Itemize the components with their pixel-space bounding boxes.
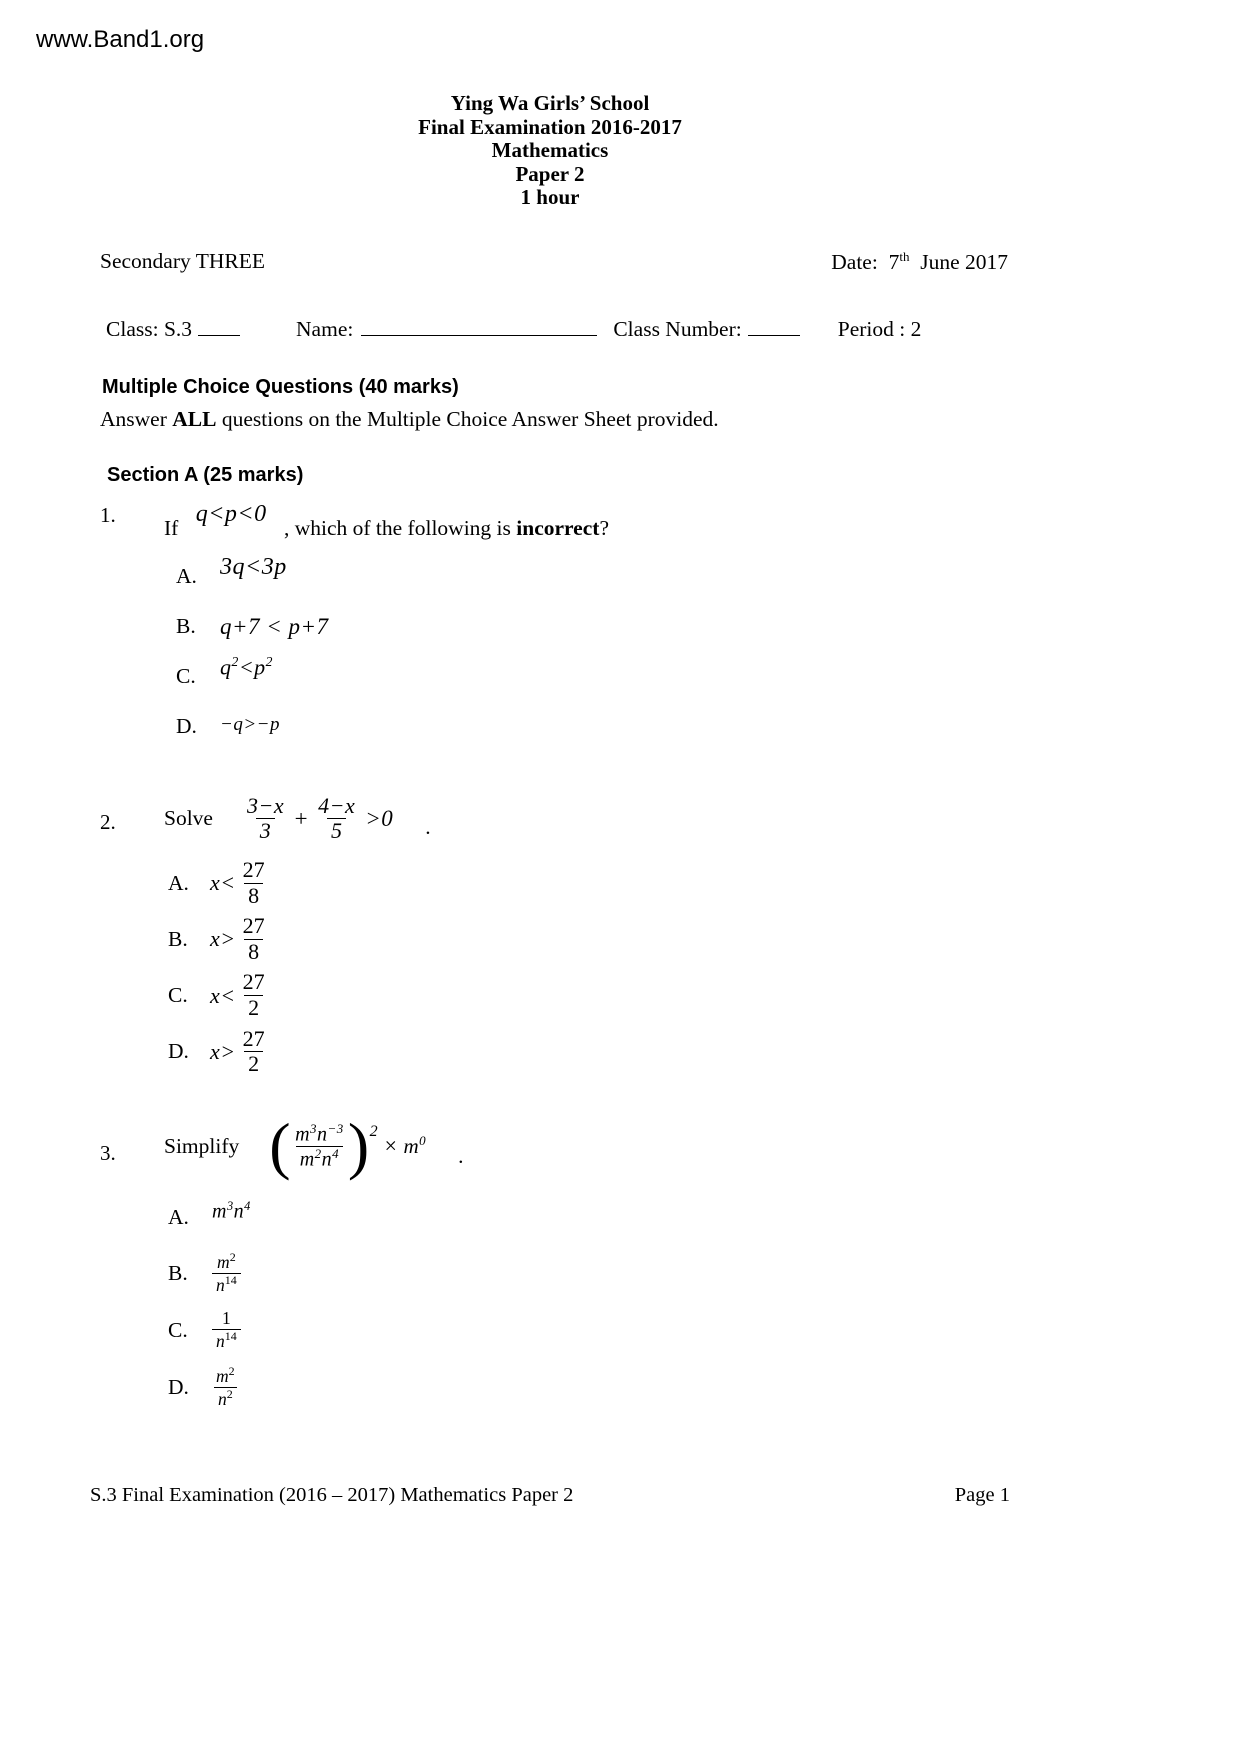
q2-option-c-numerator: 27 [242,969,265,995]
question-3-stem [156,1109,1010,1181]
q2-option-b-denominator: 8 [244,939,263,965]
open-paren: ( [269,1109,292,1181]
q3-period: . [458,1144,464,1169]
q2-option-d-numerator: 27 [242,1025,265,1051]
q3-den-exp-2: 4 [332,1145,340,1161]
q3-option-c-numerator: 1 [222,1308,231,1329]
student-info-row [90,315,1010,342]
q1-c-lhs-exp: 2 [231,653,239,669]
q2-fraction-2-numerator: 4−x [318,792,356,818]
q3-option-b-fraction [212,1251,241,1295]
q3-option-d-label: D. [168,1374,189,1399]
q3-d-num-base: m [216,1365,229,1386]
q1-option-d [176,714,1010,748]
q3-option-a [168,1197,1010,1237]
q2-option-d-label: D. [168,1039,189,1064]
q2-fraction-1-denominator: 3 [256,818,276,844]
exam-title: Final Examination 2016-2017 [418,114,682,139]
q2-option-d-inequality: x> [210,1038,236,1064]
question-3-number: 3. [100,1140,116,1165]
q1-lead: If [164,515,179,540]
q2-fraction-1 [243,794,288,844]
q3-a-base-2: n [233,1200,245,1223]
class-number-blank-line [748,315,800,336]
q3-a-exp-1: 3 [226,1198,234,1213]
q2-option-c-inequality: x< [210,982,236,1008]
subject-title: Mathematics [491,138,609,162]
q1-c-rhs-exp: 2 [265,653,273,669]
q1-option-d-label: D. [176,713,197,738]
mc-instructions-bold: ALL [172,406,217,431]
q2-option-c-fraction [239,970,269,1020]
q2-option-c [168,970,1010,1020]
q3-b-num-exp: 2 [229,1250,236,1265]
q1-condition-formula: q<p<0 [195,500,267,527]
class-number-label: Class Number: [613,316,742,341]
q3-option-a-formula [212,1199,251,1224]
q3-num-exp-2: −3 [327,1120,344,1136]
plus-operator: + [293,805,310,831]
q2-option-d [168,1027,1010,1077]
q3-d-num-exp: 2 [228,1364,235,1379]
q1-stem-end: ? [599,515,609,540]
q3-option-b-numerator [213,1251,240,1272]
mc-instructions-post: questions on the Multiple Choice Answer Sheet provided. [216,406,719,431]
q3-option-d [168,1365,1010,1409]
q3-option-d-denominator [214,1387,237,1409]
page-footer [90,1484,1010,1507]
q2-inequality [243,794,393,844]
q2-lead: Solve [164,806,213,831]
exam-date [831,249,1008,275]
q2-option-a [168,858,1010,908]
q3-b-den-base: n [216,1274,225,1295]
duration: 1 hour [520,185,580,209]
q3-b-den-exp: 14 [224,1272,237,1287]
question-1-body [156,500,1010,764]
q2-option-d-fraction [239,1027,269,1077]
q2-option-a-numerator: 27 [242,856,265,882]
q1-option-a-label: A. [176,563,197,588]
q3-option-c [168,1309,1010,1351]
q2-option-c-denominator: 2 [244,995,263,1021]
q2-fraction-2-denominator: 5 [327,818,347,844]
q3-c-den-base: n [216,1330,225,1351]
q3-option-b [168,1251,1010,1295]
q1-c-relation: < [238,653,255,679]
q3-option-d-fraction [212,1365,239,1409]
mc-instructions [90,407,1010,432]
q3-inner-fraction [291,1122,348,1171]
q2-option-d-denominator: 2 [244,1051,263,1077]
q3-option-b-label: B. [168,1260,188,1285]
q2-period: . [425,814,431,839]
q2-option-b-label: B. [168,926,188,951]
q1-option-b [176,614,1010,648]
q1-stem-bold: incorrect [516,515,600,540]
q3-inner-numerator [291,1122,348,1146]
q1-option-d-formula: −q>−p [220,713,280,735]
q1-stem-mid: , which of the following is [283,515,517,540]
q3-a-base-1: m [212,1200,227,1223]
question-1-stem [156,500,1010,542]
question-1 [90,500,1010,764]
date-ordinal: th [899,248,910,264]
mc-section-title: Multiple Choice Questions (40 marks) [102,375,459,398]
info-row [90,249,1010,275]
q2-option-b-numerator: 27 [242,913,265,939]
q3-a-exp-2: 4 [244,1198,251,1213]
q3-inner-denominator [296,1146,343,1171]
q3-option-c-fraction [212,1309,241,1351]
q3-option-c-denominator [212,1329,241,1351]
q3-den-exp-1: 2 [314,1145,322,1161]
q1-option-c-formula [220,654,273,680]
q3-den-base-2: n [321,1148,333,1171]
close-paren: ) [347,1109,370,1181]
q3-option-b-denominator [212,1273,241,1295]
name-label: Name: [296,316,354,341]
question-2-options [156,858,1010,1077]
q3-lead: Simplify [164,1133,240,1158]
q2-option-b-fraction [239,914,269,964]
q1-option-a-formula: 3q<3p [220,553,287,580]
footer-exam-title: S.3 Final Examination (2016 – 2017) Mathematics Paper 2 [90,1484,574,1506]
q3-num-exp-1: 3 [310,1120,318,1136]
q2-option-a-fraction [239,858,269,908]
q2-option-a-inequality: x< [210,870,236,896]
class-blank-line [198,315,240,336]
q3-expression [269,1109,427,1181]
q2-inequality-tail: >0 [365,805,394,831]
question-1-options [156,553,1010,748]
question-3 [90,1109,1010,1423]
q1-c-lhs-base: q [220,653,232,679]
question-2-body [156,794,1010,1083]
q3-m-term [403,1133,426,1159]
date-day: 7 [888,249,900,274]
question-1-number: 1. [100,502,116,527]
q1-option-b-formula: q+7 < p+7 [220,613,329,639]
watermark: www.Band1.org [36,26,205,53]
date-rest: June 2017 [920,249,1008,274]
q3-b-num-base: m [217,1252,230,1273]
name-blank-line [361,315,597,336]
question-2-number: 2. [100,809,116,834]
section-a-title: Section A (25 marks) [107,463,304,486]
footer-page-number: Page 1 [954,1484,1010,1506]
page-content [90,0,1010,1423]
q2-option-c-label: C. [168,983,188,1008]
q3-option-c-label: C. [168,1317,188,1342]
q1-option-a [176,553,1010,598]
q2-fraction-2 [314,794,359,844]
secondary-level: Secondary THREE [100,248,265,273]
q2-option-a-denominator: 8 [244,883,263,909]
q3-d-den-exp: 2 [226,1386,233,1401]
question-2-stem [156,794,1010,844]
q1-option-b-label: B. [176,613,196,638]
q3-option-d-numerator [212,1365,239,1386]
q2-option-b [168,914,1010,964]
school-name: Ying Wa Girls’ School [450,91,650,115]
mc-instructions-pre: Answer [100,406,173,431]
paper-title: Paper 2 [515,161,585,186]
q1-c-rhs-base: p [254,653,266,679]
question-3-options [156,1197,1010,1409]
multiply-operator: × [383,1133,399,1159]
q2-option-a-label: A. [168,870,189,895]
q1-option-c-label: C. [176,663,196,688]
period-label: Period : 2 [837,316,922,341]
q3-num-base-1: m [295,1123,311,1146]
q3-c-den-exp: 14 [224,1328,237,1343]
q3-outer-exponent: 2 [369,1122,379,1140]
question-2 [90,794,1010,1083]
q3-m-base: m [403,1134,420,1159]
q3-den-base-1: m [299,1148,315,1171]
class-label: Class: S.3 [106,316,193,341]
q1-option-c [176,653,1010,698]
date-label: Date: [831,249,878,274]
q3-option-a-label: A. [168,1204,189,1229]
q2-fraction-1-numerator: 3−x [246,792,285,818]
exam-header [90,92,1010,210]
q3-m-exp: 0 [419,1133,427,1149]
q2-option-b-inequality: x> [210,926,236,952]
question-3-body [156,1109,1010,1423]
q3-num-base-2: n [317,1123,328,1146]
q3-d-den-base: n [217,1388,227,1409]
